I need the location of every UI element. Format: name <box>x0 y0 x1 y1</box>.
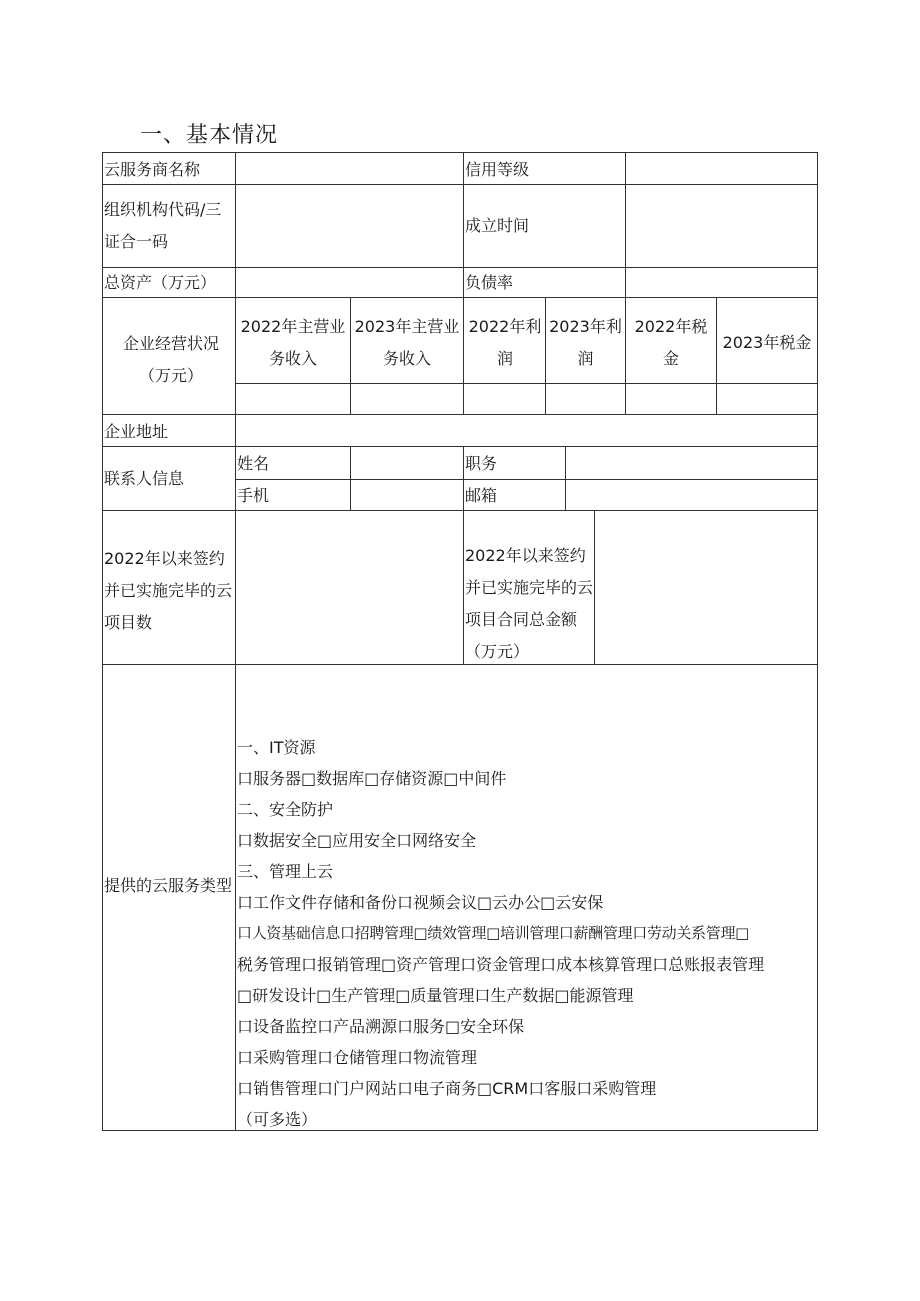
phone-label: 手机 <box>237 486 270 505</box>
tax-2022-header: 2022年税金 <box>634 317 708 368</box>
rev-2022-header: 2022年主营业务收入 <box>240 317 346 368</box>
provider-name-label: 云服务商名称 <box>104 160 201 179</box>
address-label: 企业地址 <box>104 422 169 441</box>
total-assets-label: 总资产（万元） <box>104 273 217 292</box>
option-note: （可多选） <box>237 1110 318 1129</box>
option-line: 二、安全防护 <box>237 800 334 819</box>
option-line: 口采购管理口仓储管理口物流管理 <box>237 1048 478 1067</box>
project-count-label: 2022年以来签约并已实施完毕的云项目数 <box>104 549 233 632</box>
debt-ratio-label: 负债率 <box>465 273 514 292</box>
option-line: 口销售管理口门户网站口电子商务□CRM口客服口采购管理 <box>237 1079 657 1098</box>
project-amount-label: 2022年以来签约并已实施完毕的云项目合同总金额（万元） <box>465 546 594 661</box>
credit-rating-label: 信用等级 <box>465 160 530 179</box>
section-title: 一、基本情况 <box>140 123 279 148</box>
service-options <box>237 732 815 1135</box>
option-line: 税务管理口报销管理□资产管理口资金管理口成本核算管理口总账报表管理 <box>237 955 765 974</box>
contact-label: 联系人信息 <box>104 469 185 488</box>
profit-2023-header: 2023年利润 <box>549 317 622 368</box>
option-line: 一、IT资源 <box>237 738 316 757</box>
established-label: 成立时间 <box>465 216 530 235</box>
option-line: 口工作文件存储和备份口视频会议□云办公□云安保 <box>237 893 604 912</box>
name-label: 姓名 <box>237 454 270 473</box>
tax-2023-header: 2023年税金 <box>722 333 812 352</box>
option-line: 口服务器□数据库□存储资源□中间件 <box>237 769 507 788</box>
option-line: □研发设计□生产管理□质量管理口生产数据□能源管理 <box>237 986 634 1005</box>
option-line: 口人资基础信息口招聘管理□绩效管理□培训管理口薪酬管理口劳动关系管理□ <box>237 924 750 942</box>
option-line: 口数据安全□应用安全口网络安全 <box>237 831 477 850</box>
profit-2022-header: 2022年利润 <box>468 317 542 368</box>
org-code-label: 组织机构代码/三证合一码 <box>104 200 222 251</box>
position-label: 职务 <box>465 454 498 473</box>
operations-label: 企业经营状况（万元） <box>122 334 219 385</box>
option-line: 三、管理上云 <box>237 862 334 881</box>
email-label: 邮箱 <box>465 486 498 505</box>
service-types-label: 提供的云服务类型 <box>104 876 233 895</box>
rev-2023-header: 2023年主营业务收入 <box>354 317 460 368</box>
option-line: 口设备监控口产品溯源口服务□安全环保 <box>237 1017 525 1036</box>
